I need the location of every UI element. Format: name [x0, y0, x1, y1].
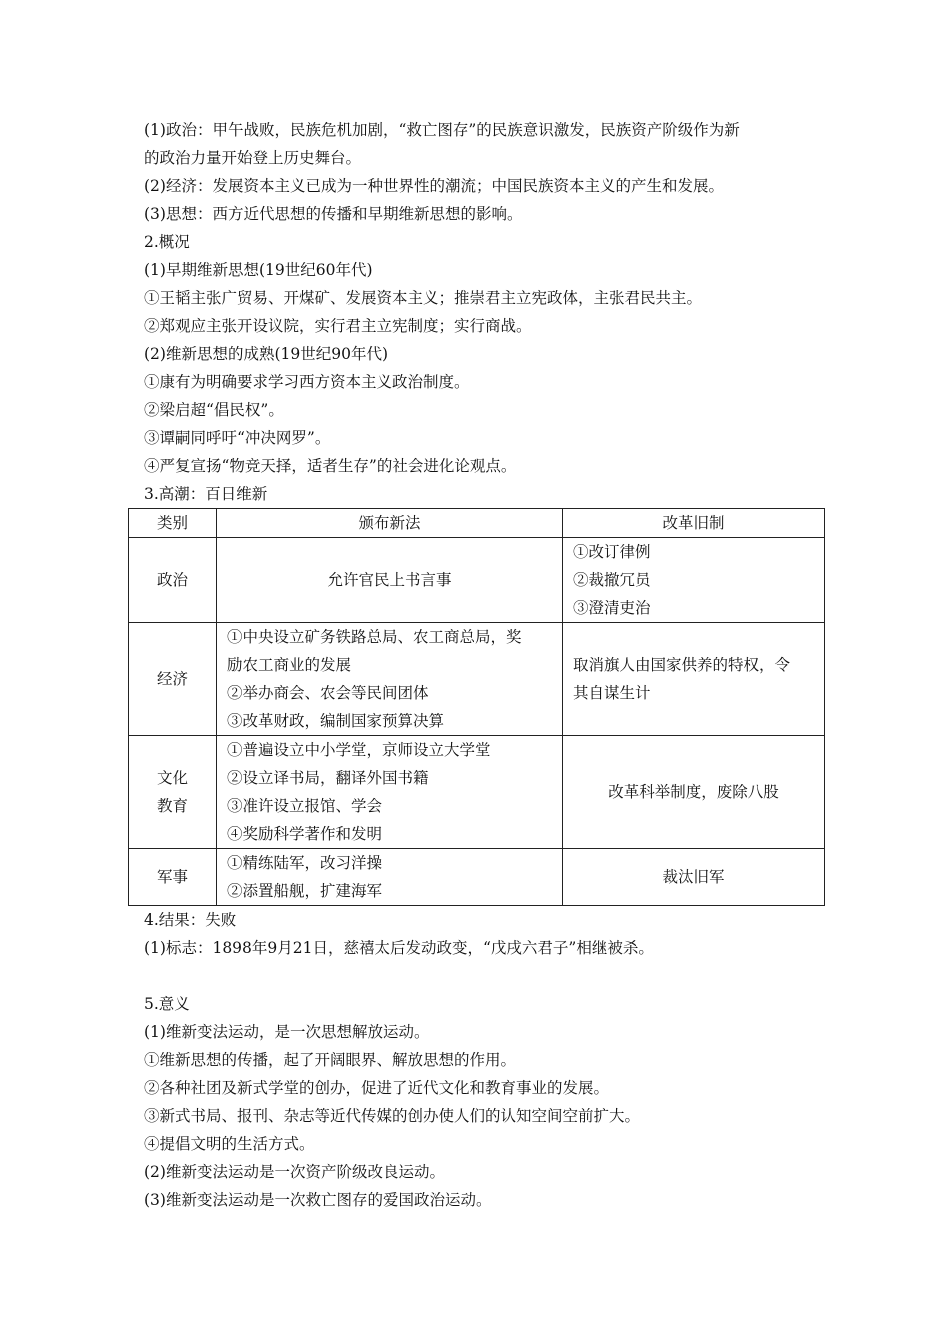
column-header-category: 类别: [129, 509, 217, 538]
old-reforms-cell: [563, 538, 825, 623]
significance-sub-item: ③新式书局、报刊、杂志等近代传媒的创办使人们的认知空间空前扩大。: [144, 1107, 641, 1125]
old-reforms-cell: [563, 623, 825, 736]
table-row-military: [129, 849, 825, 906]
new-laws-cell: [217, 623, 563, 736]
category-cell: [129, 849, 217, 906]
result-mark: (1)标志：1898年9月21日，慈禧太后发动政变，“戊戌六君子”相继被杀。: [144, 939, 654, 957]
old-reform-item: 取消旗人由国家供养的特权，令: [573, 656, 791, 674]
mature-item: ①康有为明确要求学习西方资本主义政治制度。: [144, 373, 470, 391]
table-row-economy: [129, 623, 825, 736]
table-header-row: [129, 509, 825, 538]
old-reform-item: 改革科举制度，废除八股: [608, 783, 779, 801]
new-law-item: ②举办商会、农会等民间团体: [227, 684, 429, 702]
document-body: [144, 116, 824, 1214]
table-row-politics: [129, 538, 825, 623]
early-item: ②郑观应主张开设议院，实行君主立宪制度；实行商战。: [144, 317, 532, 335]
new-law-item: ①中央设立矿务铁路总局、农工商总局，奖: [227, 628, 522, 646]
category-label: 政治: [156, 571, 188, 589]
mature-heading: (2)维新思想的成熟(19世纪90年代): [144, 345, 388, 363]
column-header-new-laws: 颁布新法: [217, 509, 563, 538]
new-law-item: ①普遍设立中小学堂，京师设立大学堂: [227, 741, 491, 759]
early-heading: (1)早期维新思想(19世纪60年代): [144, 261, 373, 279]
category-cell: [129, 736, 217, 849]
old-reform-item: ①改订律例: [573, 543, 651, 561]
old-reforms-cell: [563, 849, 825, 906]
category-label: 经济: [156, 670, 188, 688]
old-reforms-cell: [563, 736, 825, 849]
category-label: 军事: [156, 868, 188, 886]
significance-item: (1)维新变法运动，是一次思想解放运动。: [144, 1023, 430, 1041]
background-thought: (3)思想：西方近代思想的传播和早期维新思想的影响。: [144, 205, 523, 223]
new-laws-cell: [217, 538, 563, 623]
overview-heading: 2.概况: [144, 233, 190, 251]
climax-heading: 3.高潮：百日维新: [144, 485, 268, 503]
background-politics: (1)政治：甲午战败，民族危机加剧，“救亡图存”的民族意识激发，民族资产阶级作为新: [144, 121, 740, 139]
significance-sub-item: ①维新思想的传播，起了开阔眼界、解放思想的作用。: [144, 1051, 517, 1069]
significance-sub-item: ④提倡文明的生活方式。: [144, 1135, 315, 1153]
significance-item: (3)维新变法运动是一次救亡图存的爱国政治运动。: [144, 1191, 492, 1209]
new-laws-cell: [217, 736, 563, 849]
old-reform-item: ②裁撤冗员: [573, 571, 651, 589]
new-law-item: ③改革财政，编制国家预算决算: [227, 712, 445, 730]
reform-table: [128, 508, 825, 906]
significance-heading: 5.意义: [144, 995, 190, 1013]
new-law-item: 励农工商业的发展: [227, 656, 352, 674]
result-heading: 4.结果：失败: [144, 911, 237, 929]
old-reform-item: 裁汰旧军: [662, 868, 725, 886]
column-header-old-reforms: 改革旧制: [563, 509, 825, 538]
category-label: 文化: [156, 769, 188, 787]
new-law-item: 允许官民上书言事: [327, 571, 452, 589]
new-law-item: ②设立译书局，翻译外国书籍: [227, 769, 429, 787]
category-label: 教育: [156, 797, 188, 815]
background-economy: (2)经济：发展资本主义已成为一种世界性的潮流；中国民族资本主义的产生和发展。: [144, 177, 724, 195]
new-law-item: ①精练陆军，改习洋操: [227, 854, 383, 872]
significance-sub-item: ②各种社团及新式学堂的创办，促进了近代文化和教育事业的发展。: [144, 1079, 610, 1097]
mature-item: ②梁启超“倡民权”。: [144, 401, 284, 419]
new-laws-cell: [217, 849, 563, 906]
new-law-item: ③准许设立报馆、学会: [227, 797, 383, 815]
category-cell: [129, 623, 217, 736]
category-cell: [129, 538, 217, 623]
new-law-item: ④奖励科学著作和发明: [227, 825, 383, 843]
spacer: [144, 962, 824, 990]
table-row-education: [129, 736, 825, 849]
background-politics-cont: 的政治力量开始登上历史舞台。: [144, 149, 362, 167]
old-reform-item: 其自谋生计: [573, 684, 651, 702]
significance-item: (2)维新变法运动是一次资产阶级改良运动。: [144, 1163, 445, 1181]
old-reform-item: ③澄清吏治: [573, 599, 651, 617]
new-law-item: ②添置船舰，扩建海军: [227, 882, 383, 900]
early-item: ①王韬主张广贸易、开煤矿、发展资本主义；推崇君主立宪政体，主张君民共主。: [144, 289, 703, 307]
mature-item: ③谭嗣同呼吁“冲决网罗”。: [144, 429, 331, 447]
mature-item: ④严复宣扬“物竞天择，适者生存”的社会进化论观点。: [144, 457, 517, 475]
